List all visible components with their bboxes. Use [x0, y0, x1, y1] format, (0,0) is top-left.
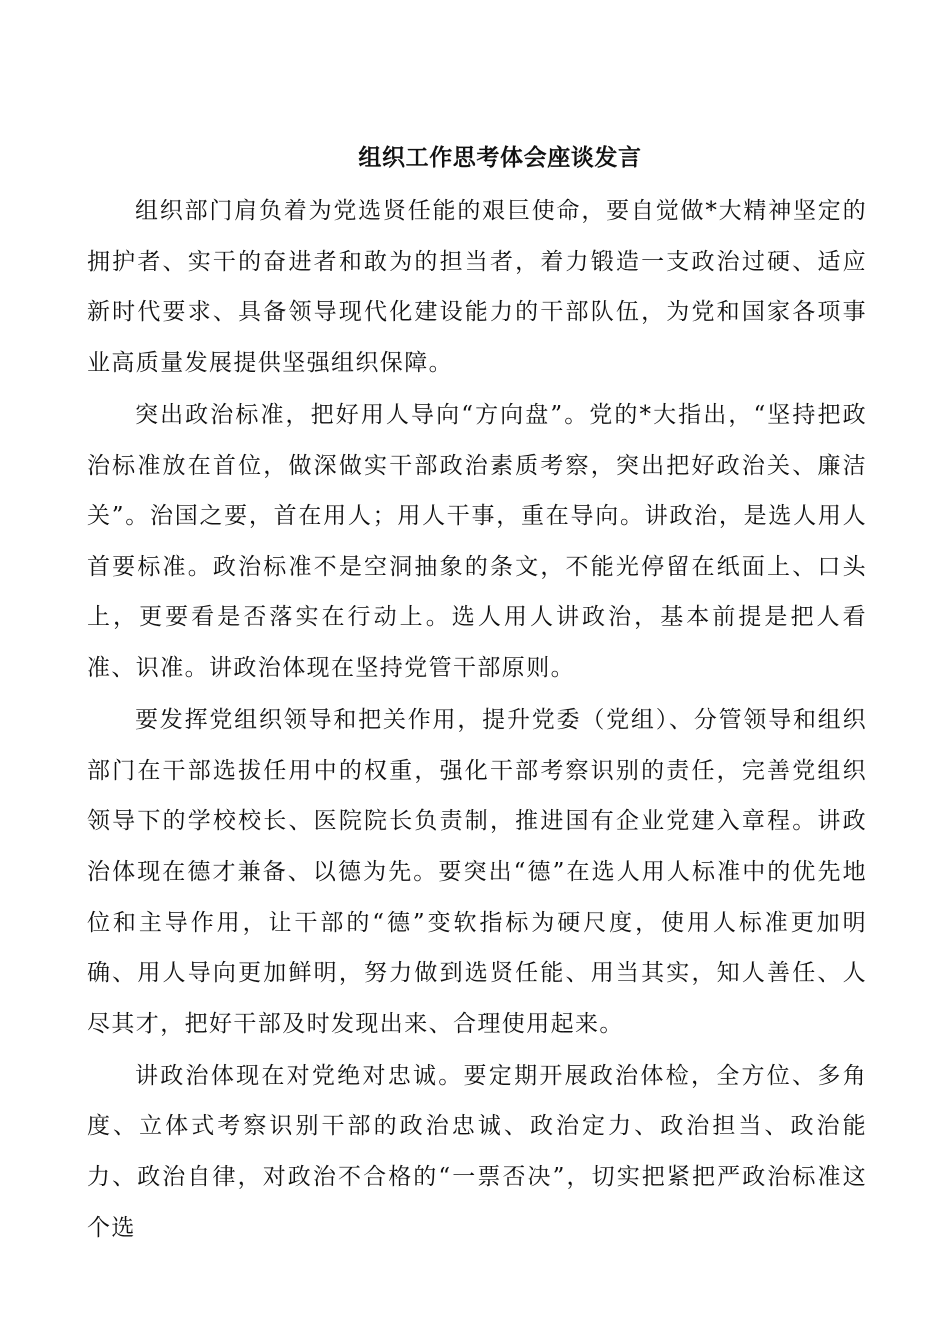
- paragraph: 组织部门肩负着为党选贤任能的艰巨使命，要自觉做*大精神坚定的拥护者、实干的奋进者和敢为的担当者，着力锻造一支政治过硬、适应新时代要求、具备领导现代化建设能力的干部队伍，为党和国家各项事业高质量发展提供坚强组织保障。: [87, 198, 867, 376]
- paragraph: 要发挥党组织领导和把关作用，提升党委（党组）、分管领导和组织部门在干部选拔任用中的权重，强化干部考察识别的责任，完善党组织领导下的学校校长、医院院长负责制，推进国有企业党建入章程。讲政治体现在德才兼备、以德为先。要突出“德”在选人用人标准中的优先地位和主导作用，让干部的“德”变软指标为硬尺度，使用人标准更加明确、用人导向更加鲜明，努力做到选贤任能、用当其实，知人善任、人尽其才，把好干部及时发现出来、合理使用起来。: [87, 707, 867, 1037]
- paragraph: 讲政治体现在对党绝对忠诚。要定期开展政治体检，全方位、多角度、立体式考察识别干部的政治忠诚、政治定力、政治担当、政治能力、政治自律，对政治不合格的“一票否决”，切实把紧把严政治标准这个选: [87, 1062, 867, 1241]
- document-title: 组织工作思考体会座谈发言: [358, 144, 642, 171]
- document-body: [87, 186, 867, 1255]
- paragraph: 突出政治标准，把好用人导向“方向盘”。党的*大指出，“坚持把政治标准放在首位，做深做实干部政治素质考察，突出把好政治关、廉洁关”。治国之要，首在用人；用人干事，重在导向。讲政治，是选人用人首要标准。政治标准不是空洞抽象的条文，不能光停留在纸面上、口头上，更要看是否落实在行动上。选人用人讲政治，基本前提是把人看准、识准。讲政治体现在坚持党管干部原则。: [87, 401, 867, 681]
